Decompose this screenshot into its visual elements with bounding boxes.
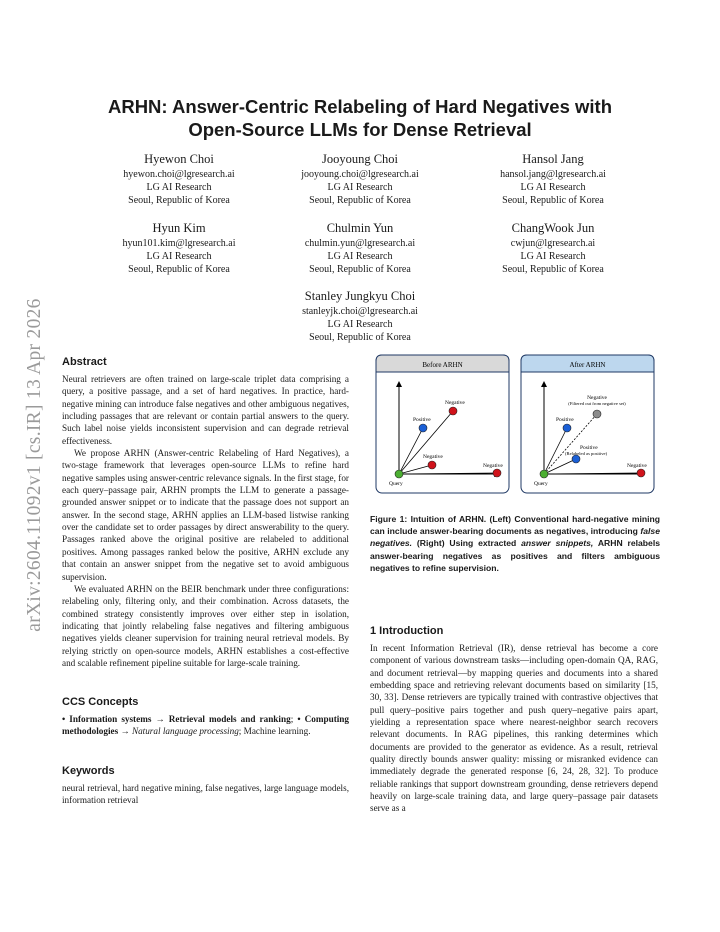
positive-dot <box>419 424 427 432</box>
panel-before <box>376 355 509 493</box>
intro-heading: 1 Introduction <box>370 625 444 637</box>
svg-text:Negative: Negative <box>587 395 607 401</box>
author-block: Hyun Kim hyun101.kim@lgresearch.ai LG AI Research Seoul, Republic of Korea <box>122 221 236 276</box>
svg-text:(Relabeled as positive): (Relabeled as positive) <box>565 451 608 456</box>
panel-after <box>521 355 654 493</box>
author-block: Chulmin Yun chulmin.yun@lgresearch.ai LG AI Research Seoul, Republic of Korea <box>304 221 416 276</box>
ccs-heading: CCS Concepts <box>62 696 139 708</box>
author-block: ChangWook Jun cwjun@lgresearch.ai LG AI Research Seoul, Republic of Korea <box>502 221 604 276</box>
svg-text:Negative: Negative <box>483 463 503 469</box>
svg-text:(Filtered out from negative se: (Filtered out from negative set) <box>568 401 626 406</box>
svg-text:Query: Query <box>389 481 403 487</box>
svg-text:Negative: Negative <box>445 400 465 406</box>
after-title: After ARHN <box>569 361 606 369</box>
filtered-dot <box>593 410 601 418</box>
before-title: Before ARHN <box>422 361 463 369</box>
author-block: Stanley Jungkyu Choi stanleyjk.choi@lgresearch.ai LG AI Research Seoul, Republic of Korea <box>302 289 418 344</box>
positive-dot <box>563 424 571 432</box>
svg-text:Positive: Positive <box>413 417 431 423</box>
query-dot <box>395 470 403 478</box>
abstract-body: Neural retrievers are often trained on large-scale triplet data comprising a query, a positive passage, and a set of hard negatives. In practice, hard-negative mining can introduce false negatives and other ambiguous negatives, including passages that are relevant or contain partial answers to the query. Such label noise yields inconsistent supervision and can degrade retrieval effectiveness. We propose ARHN (Answer-centric Relabeling of Hard Negatives), a two-stage framework that leverages open-source LLMs to refine hard negative samples using answer-centric relevance signals. In the first stage, for each query–passage pair, ARHN prompts the LLM to generate a passage-grounded answer snippet or to indicate that the passage does not support an answer. In the second stage, ARHN applies an LLM-based listwise ranking over the candidate set to order passages by direct answerability to the query. Passages ranked above the original positive are relabeled to additional positives. Among passages ranked below the positive, ARHN exclude any that contain an answer snippet from the negative set to avoid ambiguous supervision. We evaluated ARHN on the BEIR benchmark under three configurations: relabeling only, filtering only, and their combination. Across datasets, the combined strategy consistently improves over either step in isolation, indicating that jointly relabeling false negatives and filtering ambiguous negatives yields cleaner supervision for training neural retrieval models. By relying strictly on open-source models, ARHN establishes a cost-effective and scalable refinement pipeline suitable for large-scale training. <box>62 374 349 668</box>
figure-1 <box>375 354 655 502</box>
svg-text:Negative: Negative <box>423 454 443 460</box>
query-dot <box>540 470 548 478</box>
figure-caption: Figure 1: Intuition of ARHN. (Left) Conventional hard-negative mining can include answer-bearing documents as negatives, introducing false negatives. (Right) Using extracted answer snippets, ARHN relabels answer-bearing negatives as positives and filters ambiguous negatives to refine supervision. <box>370 514 660 573</box>
negative-dot <box>449 407 457 415</box>
abstract-heading: Abstract <box>62 356 107 368</box>
svg-text:Query: Query <box>534 481 548 487</box>
keywords-body: neural retrieval, hard negative mining, false negatives, large language models, information retrieval <box>62 783 349 806</box>
author-block: Hansol Jang hansol.jang@lgresearch.ai LG AI Research Seoul, Republic of Korea <box>500 152 606 207</box>
svg-text:Positive: Positive <box>556 417 574 423</box>
author-block: Hyewon Choi hyewon.choi@lgresearch.ai LG AI Research Seoul, Republic of Korea <box>123 152 235 207</box>
negative-dot <box>428 461 436 469</box>
arxiv-stamp: arXiv:2604.11092v1 [cs.IR] 13 Apr 2026 <box>24 298 45 632</box>
negative-dot <box>493 469 501 477</box>
svg-text:Positive: Positive <box>580 445 598 451</box>
intro-body: In recent Information Retrieval (IR), dense retrieval has become a core component of various downstream tasks—including open-domain QA, RAG, and document retrieval—by mapping queries and documents into a shared embedding space and retrieving relevant documents based on similarity [15, 30, 33]. Dense retrievers are typically trained with contrastive objectives that pull query–positive pairs together and push query–negative pairs apart, yielding a representation space where nearest-neighbor search recovers relevant documents. In RAG pipelines, this ranking determines which documents are provided to the generator as evidence. As a result, retrieval quality directly bounds answer quality: missing or misranked evidence can immediately degrade the generated response [6, 24, 28, 32]. To produce reliable rankings that support downstream grounding, dense retrievers depend heavily on large-scale training data, and large query–passage pair datasets serve as a <box>370 643 658 814</box>
negative-dot <box>637 469 645 477</box>
author-block: Jooyoung Choi jooyoung.choi@lgresearch.ai LG AI Research Seoul, Republic of Korea <box>301 152 419 207</box>
ccs-body: • Information systems → Retrieval models and ranking; • Computing methodologies → Natural language processing; Machine learning. <box>62 714 350 737</box>
paper-title: ARHN: Answer-Centric Relabeling of Hard Negatives with Open-Source LLMs for Dense Retrieval <box>107 96 613 140</box>
keywords-heading: Keywords <box>62 765 115 777</box>
svg-text:Negative: Negative <box>627 463 647 469</box>
relabeled-dot <box>572 455 580 463</box>
